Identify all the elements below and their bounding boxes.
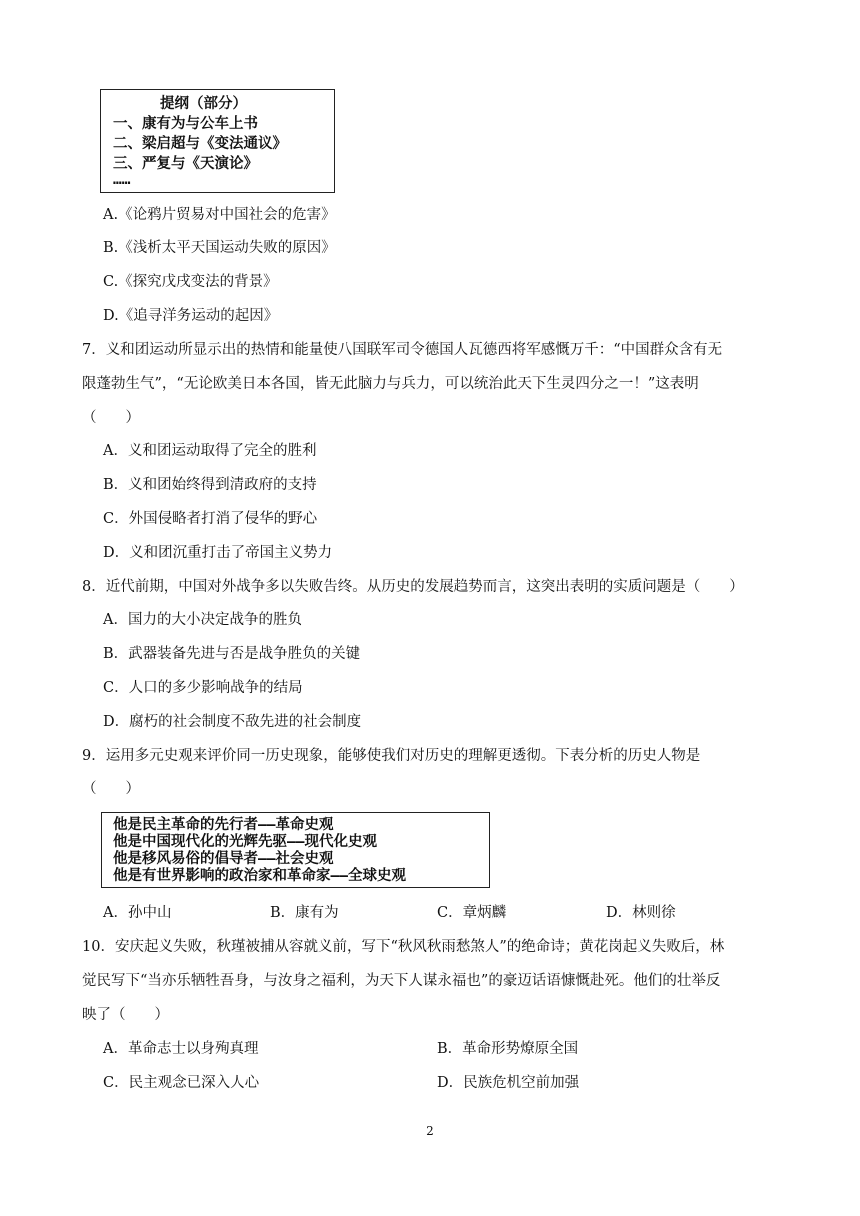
- q6-option-d: D.《追寻洋务运动的起因》: [103, 308, 279, 324]
- q9-option-c: C．章炳麟: [437, 905, 507, 921]
- q8-option-d: D．腐朽的社会制度不敌先进的社会制度: [103, 714, 362, 730]
- q9-answer-blank: （ ）: [82, 781, 140, 797]
- q6-option-a: A.《论鸦片贸易对中国社会的危害》: [103, 207, 336, 223]
- q7-option-c: C．外国侵略者打消了侵华的野心: [103, 511, 318, 527]
- q10-option-d: D．民族危机空前加强: [437, 1075, 580, 1091]
- outline-title: 提纲（部分）: [160, 96, 247, 112]
- q6-option-b: B.《浅析太平天国运动失败的原因》: [103, 240, 336, 256]
- q9-option-b: B．康有为: [270, 905, 339, 921]
- q9-table-line: 他是有世界影响的政治家和革命家——全球史观: [113, 868, 406, 884]
- q10-stem-line-1: 10．安庆起义失败，秋瑾被捕从容就义前，写下“秋风秋雨愁煞人”的绝命诗；黄花岗起义失败后，林: [82, 939, 725, 955]
- q9-table-line: 他是民主革命的先行者——革命史观: [113, 817, 334, 833]
- outline-ellipsis: ……: [113, 172, 131, 188]
- q10-option-b: B．革命形势燎原全国: [437, 1041, 579, 1057]
- q10-option-a: A．革命志士以身殉真理: [103, 1041, 259, 1057]
- q6-option-c: C.《探究戊戌变法的背景》: [103, 274, 278, 290]
- outline-line: 一、康有为与公车上书: [113, 116, 258, 132]
- page-number: 2: [426, 1124, 434, 1138]
- q10-stem-line-3: 映了（ ）: [82, 1007, 169, 1023]
- q7-answer-blank: （ ）: [82, 410, 140, 426]
- outline-line: 三、严复与《天演论》: [113, 156, 258, 172]
- q8-stem: 8．近代前期，中国对外战争多以失败告终。从历史的发展趋势而言，这突出表明的实质问题是（ ）: [82, 579, 744, 595]
- q9-table-line: 他是移风易俗的倡导者——社会史观: [113, 851, 334, 867]
- q8-option-c: C．人口的多少影响战争的结局: [103, 680, 303, 696]
- q8-option-a: A．国力的大小决定战争的胜负: [103, 612, 302, 628]
- q9-stem-line-1: 9．运用多元史观来评价同一历史现象，能够使我们对历史的理解更透彻。下表分析的历史人物是: [82, 748, 701, 764]
- outline-line: 二、梁启超与《变法通议》: [113, 136, 287, 152]
- q7-stem-line-2: 限蓬勃生气”，“无论欧美日本各国，皆无此脑力与兵力，可以统治此天下生灵四分之一！”这表明: [82, 376, 699, 392]
- q10-option-c: C．民主观念已深入人心: [103, 1075, 260, 1091]
- q9-option-d: D．林则徐: [606, 905, 676, 921]
- q7-stem-line-1: 7．义和团运动所显示出的热情和能量使八国联军司令德国人瓦德西将军感慨万千：“中国群众含有无: [82, 342, 723, 358]
- q9-table-line: 他是中国现代化的光辉先驱——现代化史观: [113, 834, 377, 850]
- q7-option-a: A．义和团运动取得了完全的胜利: [103, 443, 317, 459]
- q7-option-d: D．义和团沉重打击了帝国主义势力: [103, 545, 333, 561]
- q7-option-b: B．义和团始终得到清政府的支持: [103, 477, 317, 493]
- q10-stem-line-2: 觉民写下“当亦乐牺牲吾身，与汝身之福利，为天下人谋永福也”的豪迈话语慷慨赴死。他们的壮举反: [82, 973, 721, 989]
- q8-option-b: B．武器装备先进与否是战争胜负的关键: [103, 646, 361, 662]
- q9-option-a: A．孙中山: [103, 905, 172, 921]
